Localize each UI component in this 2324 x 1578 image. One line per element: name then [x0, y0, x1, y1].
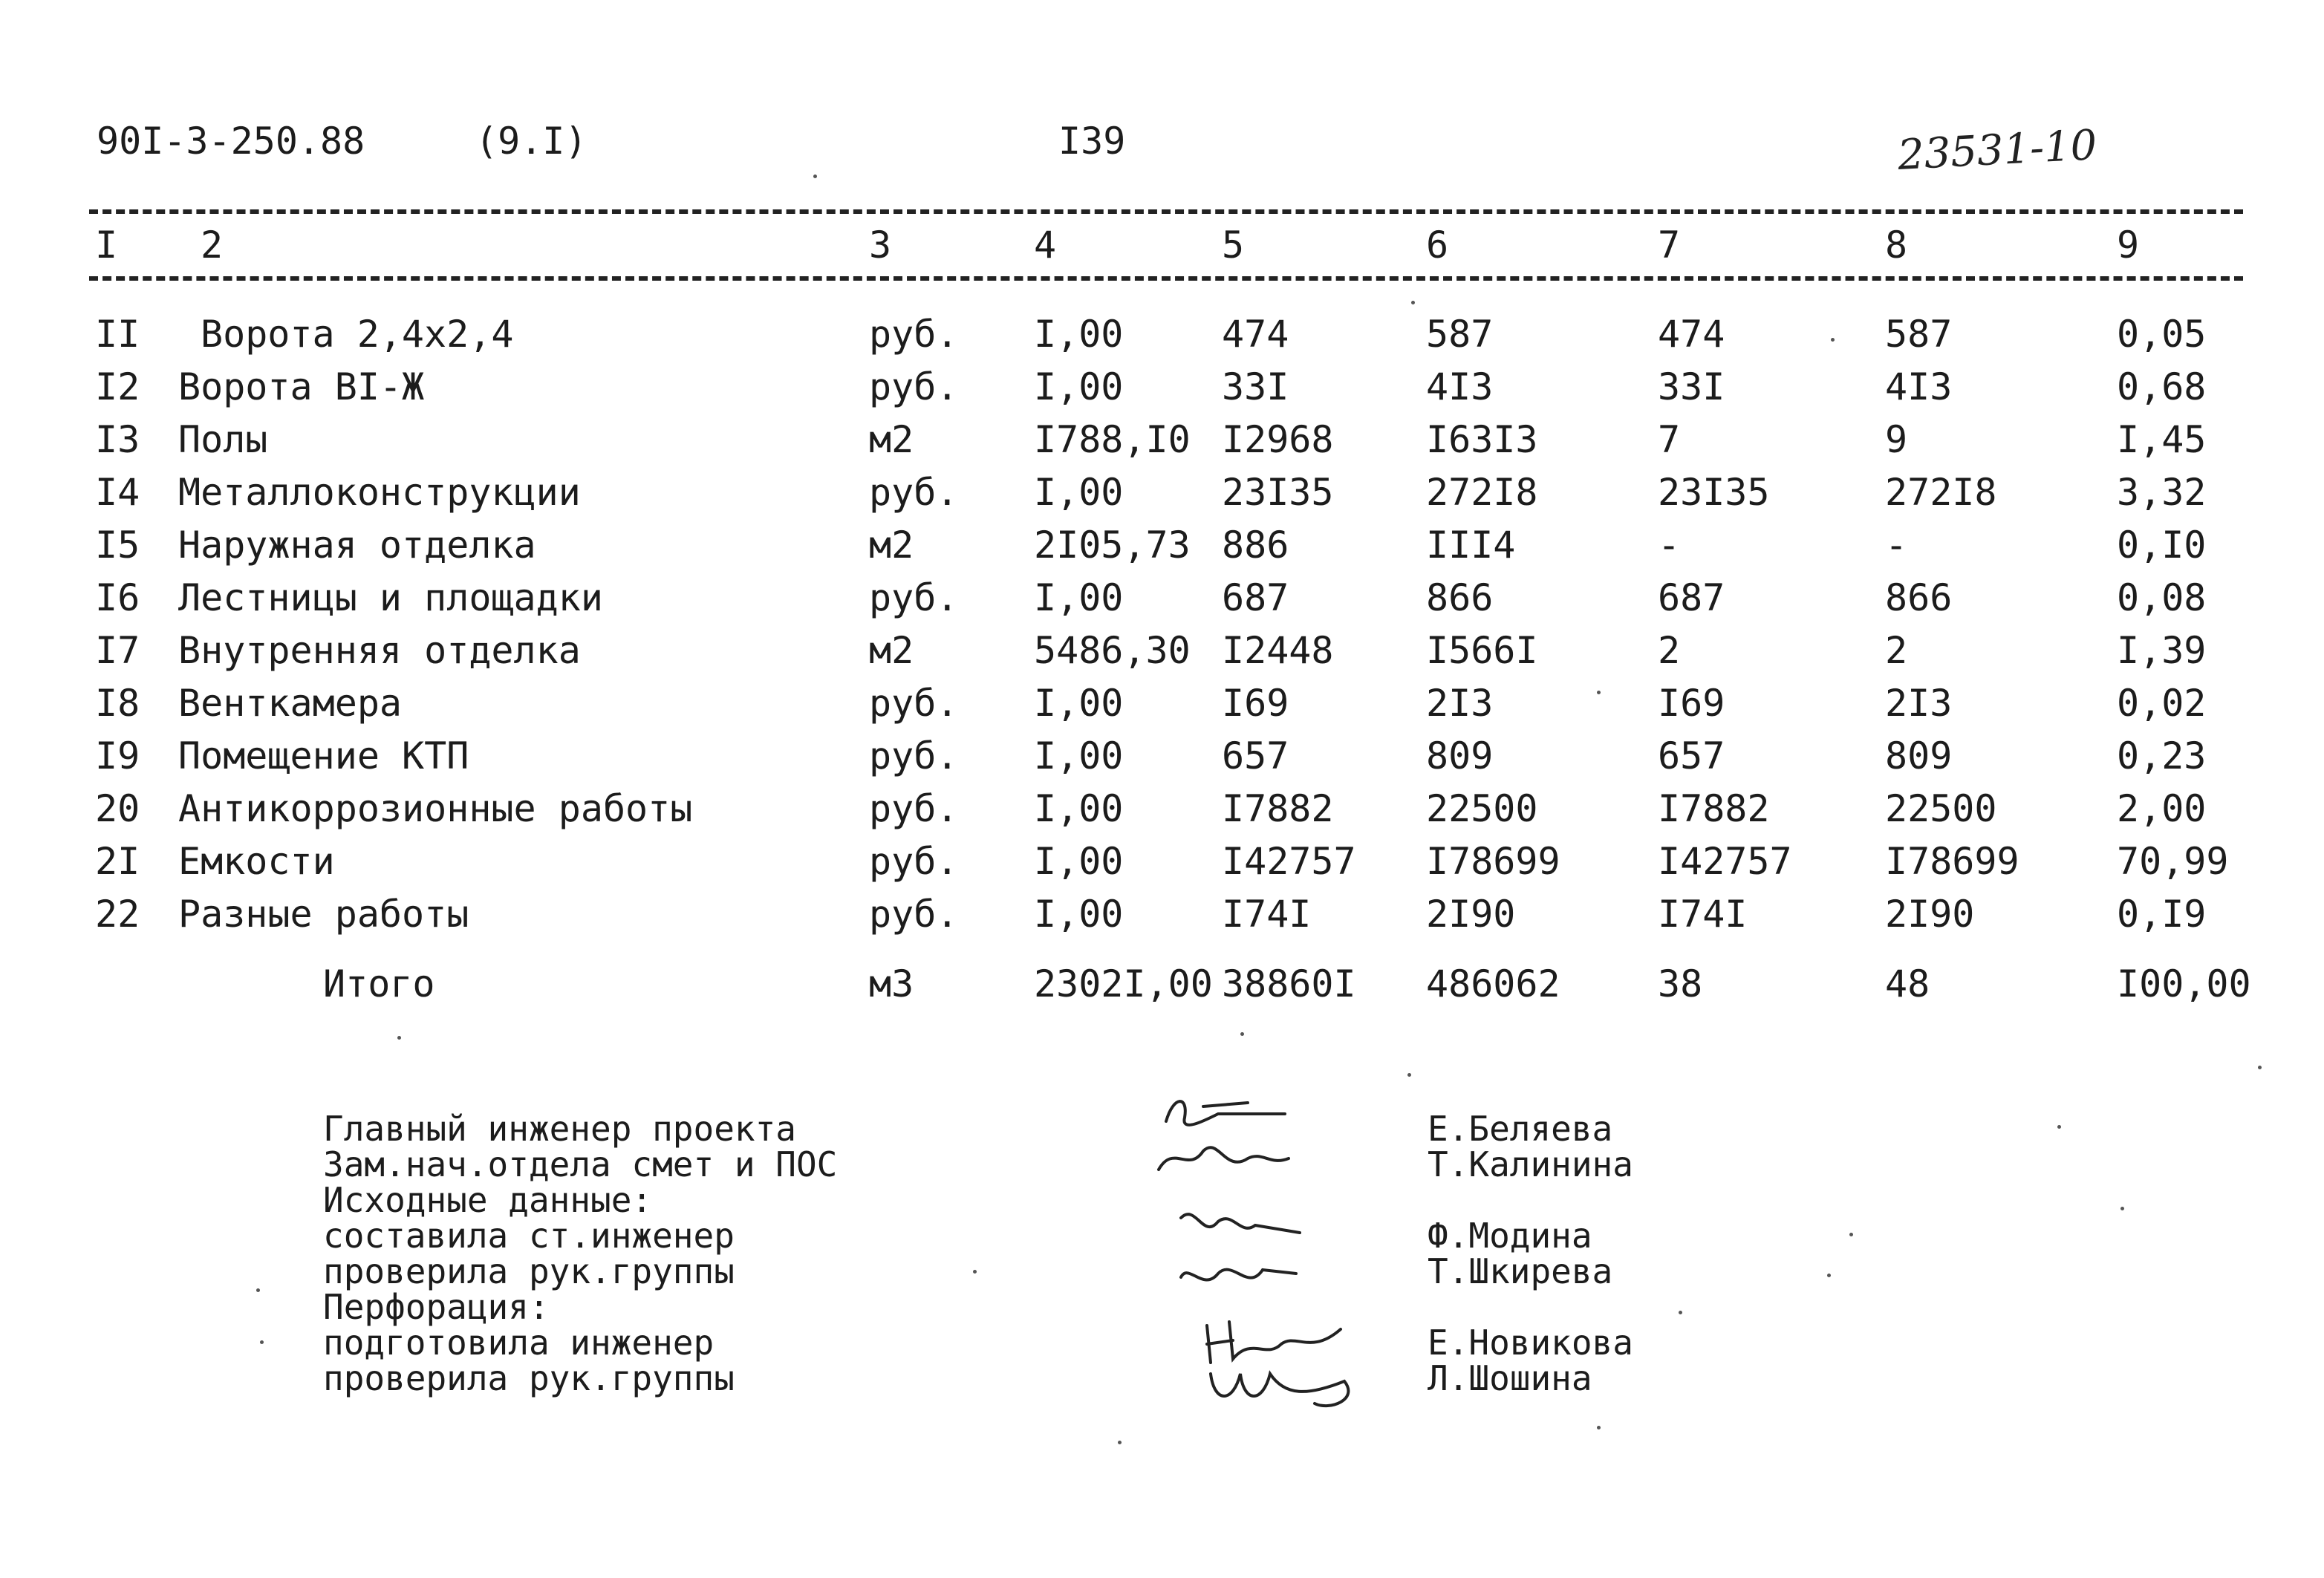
scan-speck: [1849, 1233, 1853, 1236]
column-header: 5: [1222, 224, 1245, 267]
row-number: I3: [95, 418, 140, 461]
percent-value: 0,I0: [2117, 524, 2207, 567]
col6-value: 587: [1426, 313, 1494, 356]
signature-role: Перфорация:: [323, 1287, 550, 1327]
col7-value: 2: [1658, 629, 1681, 672]
col8-value: 4I3: [1885, 365, 1953, 408]
percent-value: 0,I9: [2117, 893, 2207, 936]
quantity: I,00: [1034, 787, 1124, 830]
col7-value: 23I35: [1658, 471, 1770, 514]
archive-number: 23531-10: [1896, 121, 2098, 180]
scan-speck: [1679, 1311, 1682, 1314]
quantity: I,00: [1034, 471, 1124, 514]
row-number: I4: [95, 471, 140, 514]
unit: руб.: [869, 682, 959, 725]
percent-value: 0,23: [2117, 734, 2207, 777]
item-name: Емкости: [178, 840, 335, 883]
col7-value: 657: [1658, 734, 1725, 777]
item-name: Ворота BI-Ж: [178, 365, 425, 408]
col5-value: I2448: [1222, 629, 1334, 672]
quantity: I,00: [1034, 576, 1124, 619]
percent-value: 2,00: [2117, 787, 2207, 830]
row-number: I6: [95, 576, 140, 619]
percent-value: I,39: [2117, 629, 2207, 672]
col5-value: I2968: [1222, 418, 1334, 461]
header-rule: [89, 276, 2243, 281]
col6-value: 22500: [1426, 787, 1538, 830]
signature-role: проверила рук.группы: [323, 1358, 735, 1398]
percent-value: 0,02: [2117, 682, 2207, 725]
unit: руб.: [869, 787, 959, 830]
unit: руб.: [869, 576, 959, 619]
row-number: I7: [95, 629, 140, 672]
col6-value: I63I3: [1426, 418, 1538, 461]
scan-speck: [1597, 1426, 1601, 1429]
item-name: Наружная отделка: [178, 524, 536, 567]
unit: м2: [869, 629, 914, 672]
column-header: 9: [2117, 224, 2140, 267]
col6-value: III4: [1426, 524, 1516, 567]
col8-value: 2I3: [1885, 682, 1953, 725]
row-number: I8: [95, 682, 140, 725]
signatory-name: Л.Шошина: [1428, 1358, 1592, 1398]
signature-role: Главный инженер проекта: [323, 1109, 796, 1149]
scan-speck: [813, 175, 817, 178]
col6-value: 2I3: [1426, 682, 1494, 725]
percent-value: I,45: [2117, 418, 2207, 461]
signature-role: подготовила инженер: [323, 1323, 715, 1363]
col6-value: 4I3: [1426, 365, 1494, 408]
item-name: Разные работы: [178, 893, 469, 936]
col5-value: I42757: [1222, 840, 1356, 883]
quantity: 2I05,73: [1034, 524, 1191, 567]
row-number: I5: [95, 524, 140, 567]
unit: руб.: [869, 313, 959, 356]
scan-speck: [260, 1340, 264, 1344]
column-header: 7: [1658, 224, 1681, 267]
quantity: I,00: [1034, 313, 1124, 356]
quantity: I,00: [1034, 840, 1124, 883]
col7-value: I42757: [1658, 840, 1792, 883]
percent-value: 70,99: [2117, 840, 2229, 883]
column-header: 8: [1885, 224, 1908, 267]
col7-value: I74I: [1658, 893, 1748, 936]
percent-value: 0,68: [2117, 365, 2207, 408]
scan-speck: [973, 1270, 977, 1274]
column-header: 3: [869, 224, 892, 267]
quantity: I788,I0: [1034, 418, 1191, 461]
signatory-name: Ф.Модина: [1428, 1216, 1592, 1256]
col6-value: 2I90: [1426, 893, 1516, 936]
signatory-name: Е.Беляева: [1428, 1109, 1613, 1149]
col8-value: 2I90: [1885, 893, 1975, 936]
total-col7-value: 38: [1658, 962, 1703, 1005]
page-number: I39: [1058, 120, 1126, 163]
handwritten-signature: [1174, 1255, 1322, 1307]
col5-value: 657: [1222, 734, 1289, 777]
quantity: I,00: [1034, 365, 1124, 408]
percent-value: 0,05: [2117, 313, 2207, 356]
col5-value: I69: [1222, 682, 1289, 725]
signatory-name: Е.Новикова: [1428, 1323, 1633, 1363]
scan-speck: [1240, 1032, 1244, 1036]
handwritten-signature: [1151, 1136, 1300, 1188]
quantity: I,00: [1034, 682, 1124, 725]
scan-speck: [1827, 1274, 1831, 1277]
signature-role: Исходные данные:: [323, 1180, 653, 1220]
percent-value: 3,32: [2117, 471, 2207, 514]
scan-speck: [2120, 1207, 2124, 1210]
total-col5-value: 38860I: [1222, 962, 1356, 1005]
signature-role: проверила рук.группы: [323, 1251, 735, 1291]
scan-speck: [1118, 1441, 1122, 1444]
unit: м2: [869, 418, 914, 461]
unit: м2: [869, 524, 914, 567]
col6-value: 866: [1426, 576, 1494, 619]
scan-speck: [2258, 1066, 2262, 1069]
col8-value: 866: [1885, 576, 1953, 619]
scan-speck: [1597, 691, 1601, 694]
item-name: Венткамера: [178, 682, 403, 725]
col8-value: I78699: [1885, 840, 2019, 883]
signatory-name: Т.Шкирева: [1428, 1251, 1613, 1291]
quantity: I,00: [1034, 893, 1124, 936]
row-number: II: [95, 313, 140, 356]
item-name: Металлоконструкции: [178, 471, 581, 514]
total-percent-value: I00,00: [2117, 962, 2251, 1005]
col8-value: -: [1885, 524, 1908, 567]
col8-value: 9: [1885, 418, 1908, 461]
col5-value: 886: [1222, 524, 1289, 567]
total-col8-value: 48: [1885, 962, 1930, 1005]
total-unit: м3: [869, 962, 914, 1005]
col5-value: 687: [1222, 576, 1289, 619]
unit: руб.: [869, 893, 959, 936]
item-name: Полы: [178, 418, 268, 461]
total-quantity: 2302I,00: [1034, 962, 1213, 1005]
signatory-name: Т.Калинина: [1428, 1144, 1633, 1184]
col5-value: 23I35: [1222, 471, 1334, 514]
handwritten-signature: [1174, 1203, 1322, 1255]
doc-code: 90I-3-250.88: [97, 120, 365, 163]
col8-value: 272I8: [1885, 471, 1997, 514]
col6-value: I566I: [1426, 629, 1538, 672]
scan-speck: [1831, 338, 1835, 342]
total-label: Итого: [323, 962, 435, 1005]
scan-speck: [1407, 1073, 1411, 1077]
scan-speck: [2057, 1125, 2061, 1129]
section-number: (9.I): [475, 120, 587, 163]
item-name: Лестницы и площадки: [178, 576, 603, 619]
col6-value: 809: [1426, 734, 1494, 777]
row-number: I2: [95, 365, 140, 408]
scan-speck: [1411, 301, 1415, 304]
col8-value: 2: [1885, 629, 1908, 672]
col7-value: I7882: [1658, 787, 1770, 830]
col6-value: I78699: [1426, 840, 1560, 883]
unit: руб.: [869, 840, 959, 883]
col5-value: 33I: [1222, 365, 1289, 408]
quantity: 5486,30: [1034, 629, 1191, 672]
col7-value: 33I: [1658, 365, 1725, 408]
item-name: Помещение КТП: [178, 734, 469, 777]
scan-speck: [397, 1036, 401, 1040]
unit: руб.: [869, 734, 959, 777]
row-number: I9: [95, 734, 140, 777]
col8-value: 809: [1885, 734, 1953, 777]
col6-value: 272I8: [1426, 471, 1538, 514]
col8-value: 22500: [1885, 787, 1997, 830]
item-name: Внутренняя отделка: [178, 629, 581, 672]
row-number: 22: [95, 893, 140, 936]
column-header: I: [95, 224, 118, 267]
col5-value: 474: [1222, 313, 1289, 356]
unit: руб.: [869, 471, 959, 514]
scan-speck: [256, 1288, 260, 1292]
col7-value: 687: [1658, 576, 1725, 619]
percent-value: 0,08: [2117, 576, 2207, 619]
top-rule: [89, 209, 2243, 214]
row-number: 20: [95, 787, 140, 830]
quantity: I,00: [1034, 734, 1124, 777]
col7-value: 474: [1658, 313, 1725, 356]
item-name: Ворота 2,4х2,4: [201, 313, 514, 356]
col5-value: I74I: [1222, 893, 1312, 936]
signature-role: Зам.нач.отдела смет и ПОС: [323, 1144, 838, 1184]
unit: руб.: [869, 365, 959, 408]
col7-value: I69: [1658, 682, 1725, 725]
column-header: 4: [1034, 224, 1057, 267]
handwritten-signature: [1203, 1359, 1352, 1411]
column-header: 6: [1426, 224, 1449, 267]
column-header: 2: [201, 224, 224, 267]
col8-value: 587: [1885, 313, 1953, 356]
item-name: Антикоррозионные работы: [178, 787, 693, 830]
row-number: 2I: [95, 840, 140, 883]
signature-role: составила ст.инженер: [323, 1216, 735, 1256]
col7-value: -: [1658, 524, 1681, 567]
col7-value: 7: [1658, 418, 1681, 461]
total-col6-value: 486062: [1426, 962, 1560, 1005]
col5-value: I7882: [1222, 787, 1334, 830]
